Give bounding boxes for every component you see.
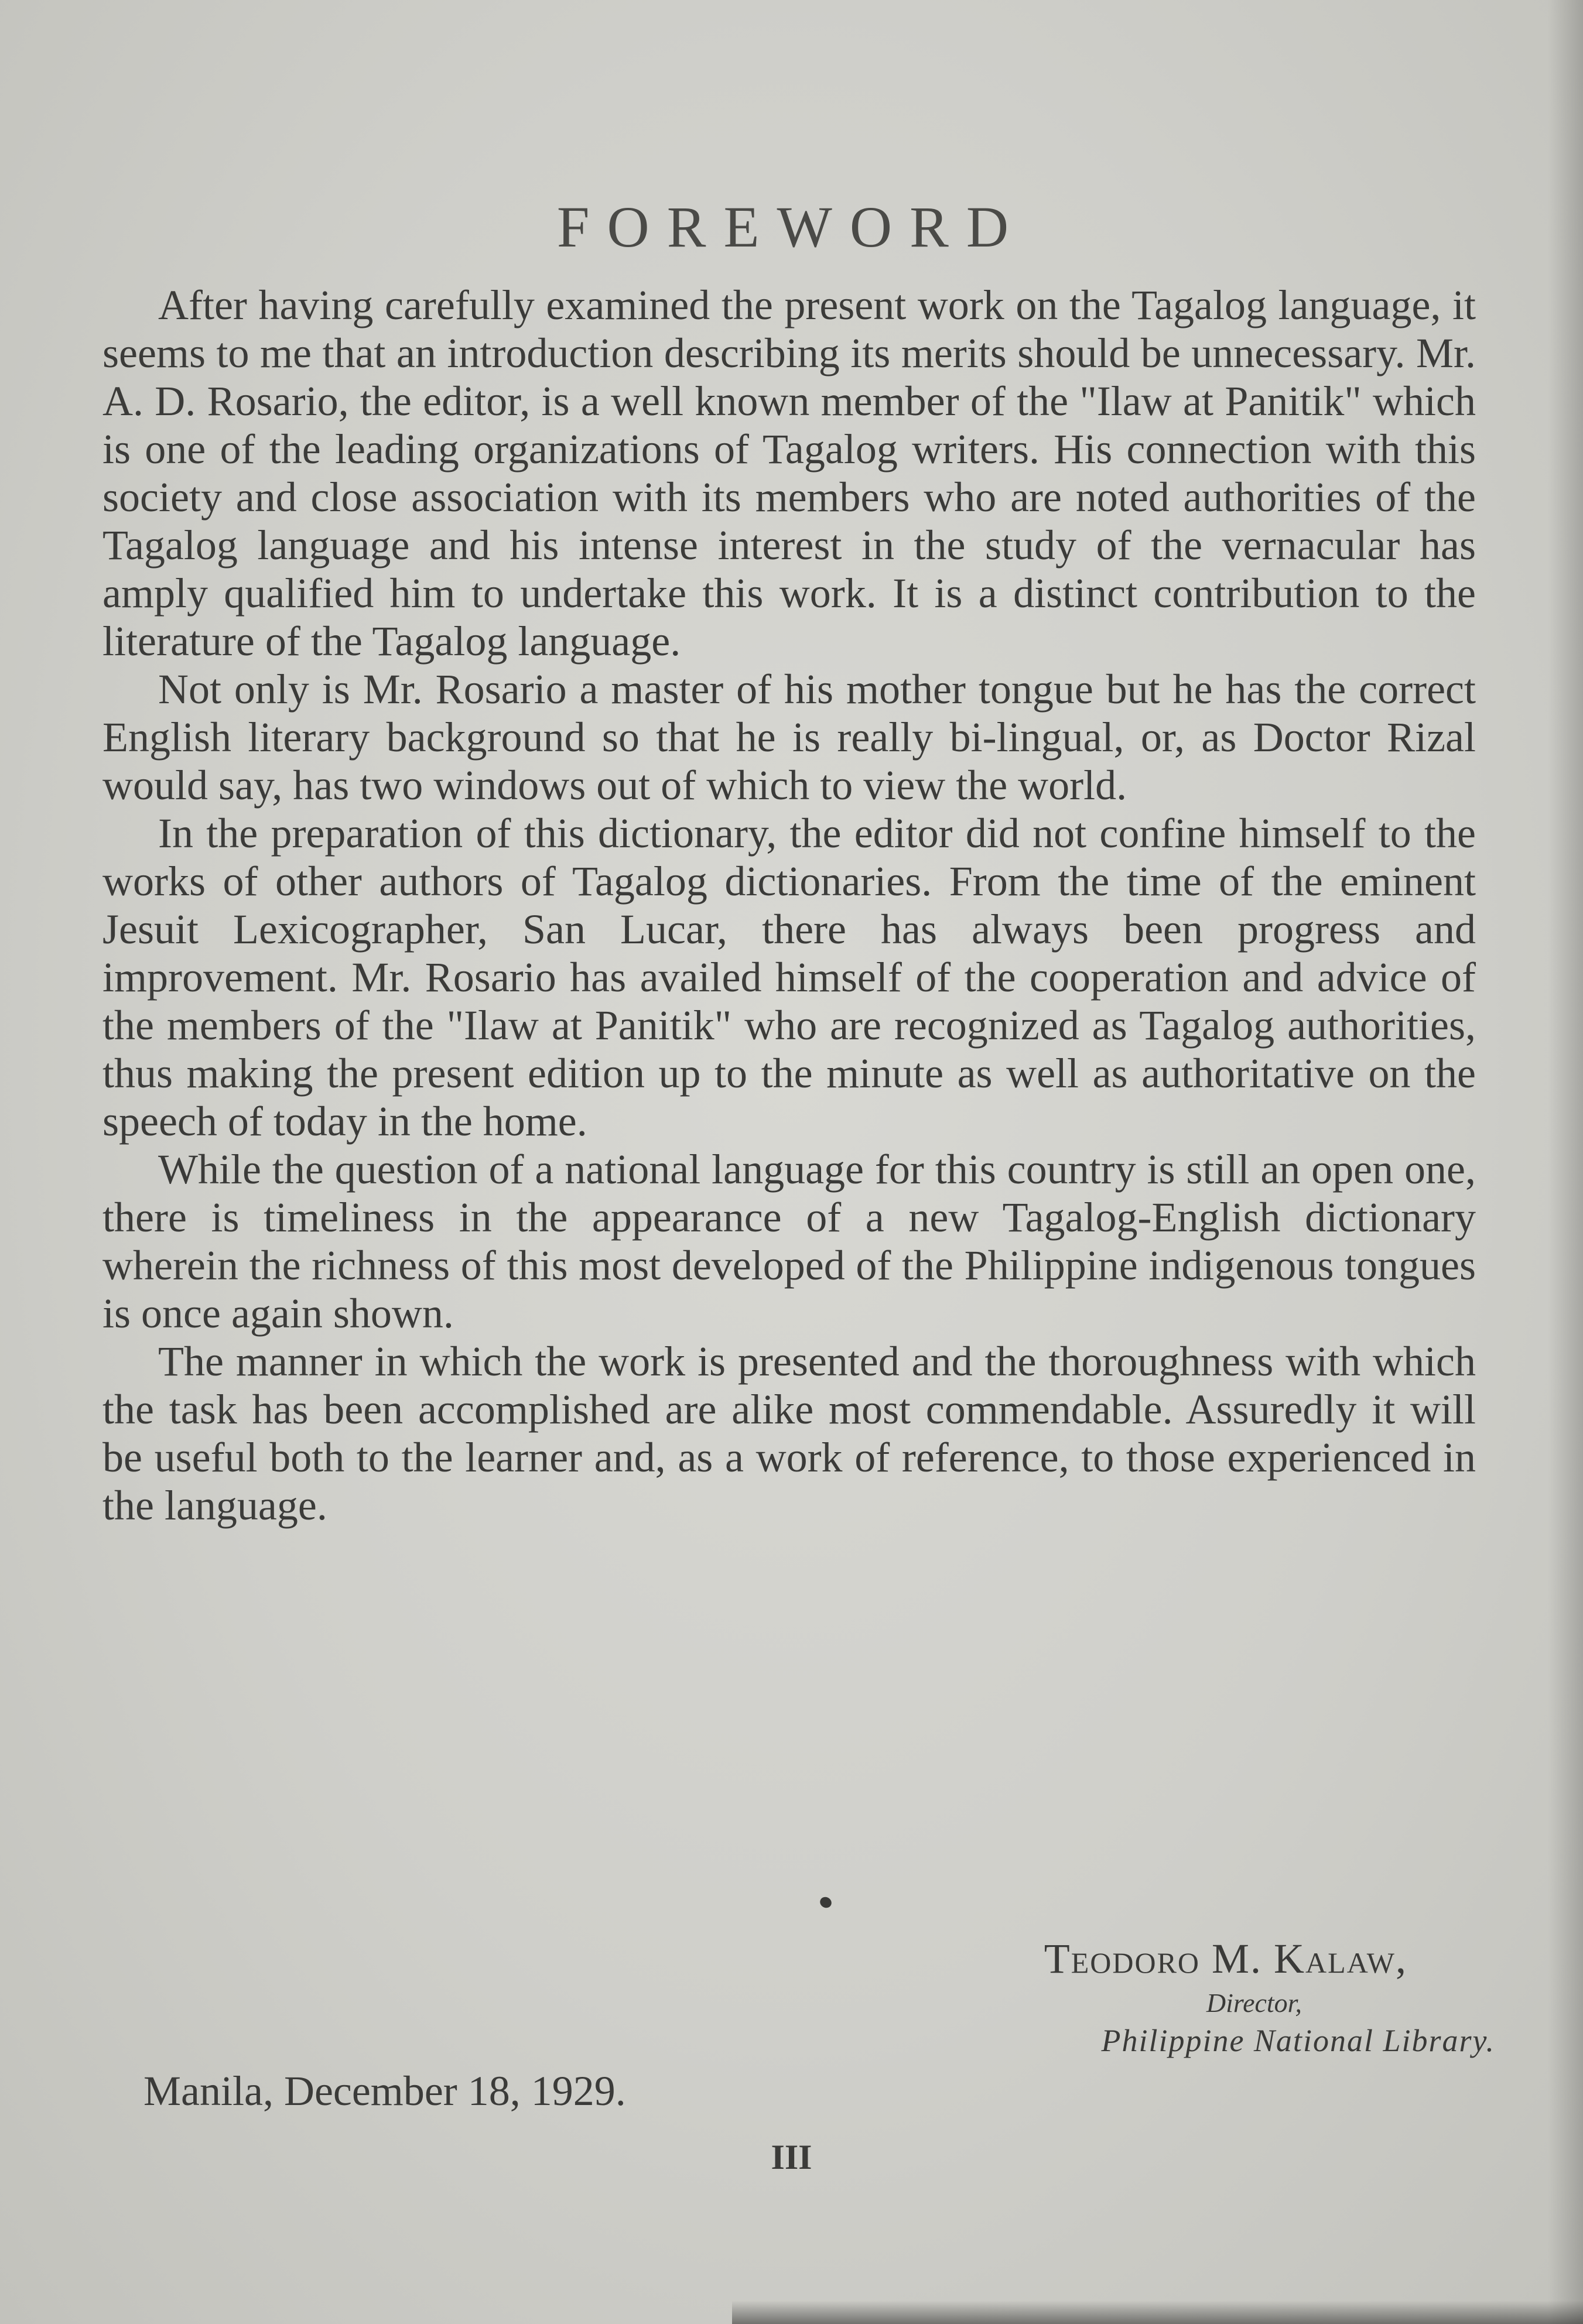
signatory-title: Director, — [1206, 1988, 1302, 2018]
paragraph-1: After having carefully examined the present work on the Tagalog language, it seems to me that an introduction describing its merits should be unnecessary. Mr. A. D. Rosario, the editor, is a well known member of the "Ilaw at Panitik" which is one of the leading organizations of Tagalog writers. His connection with this society and close association with its members who are noted authorities of the Tagalog language and his intense interest in the study of the vernacular has amply qualified him to undertake this work. It is a distinct contribution to the literature of the Tagalog language. — [102, 282, 1476, 665]
paragraph-2: Not only is Mr. Rosario a master of his mother tongue but he has the correct English literary background so that he is really bi-lingual, or, as Doctor Rizal would say, has two windows out of which to view the world. — [102, 666, 1476, 809]
place-and-date: Manila, December 18, 1929. — [143, 2068, 626, 2114]
signatory-name: Teodoro M. Kalaw, — [1044, 1935, 1407, 1982]
foreword-body — [102, 281, 1476, 1529]
signature-block — [822, 1932, 1495, 2060]
signatory-organization: Philippine National Library. — [1101, 2023, 1495, 2058]
page-bottom-shadow — [732, 2301, 1583, 2324]
paragraph-4: While the question of a national language for this country is still an open one, there is timeliness in the appearance of a new Tagalog-English dictionary wherein the richness of this most developed of the Philippine indigenous tongues is once again shown. — [102, 1146, 1476, 1337]
page-edge-shadow — [1548, 0, 1583, 2324]
page-title: FOREWORD — [556, 194, 1027, 259]
paragraph-3: In the preparation of this dictionary, the editor did not confine himself to the works of other authors of Tagalog dictionaries. From the time of the eminent Jesuit Lexicographer, San Lucar, there has always been progress and improvement. Mr. Rosario has availed himself of the cooperation and advice of the members of the "Ilaw at Panitik" who are recognized as Tagalog authorities, thus making the present edition up to the minute as well as authoritative on the speech of today in the home. — [102, 810, 1476, 1145]
ink-speck — [818, 1895, 833, 1910]
page-number: III — [771, 2138, 812, 2176]
paragraph-5: The manner in which the work is presented and the thoroughness with which the task has been accomplished are alike most commendable. Assuredly it will be useful both to the learner and, as a work of reference, to those experienced in the language. — [102, 1338, 1476, 1529]
